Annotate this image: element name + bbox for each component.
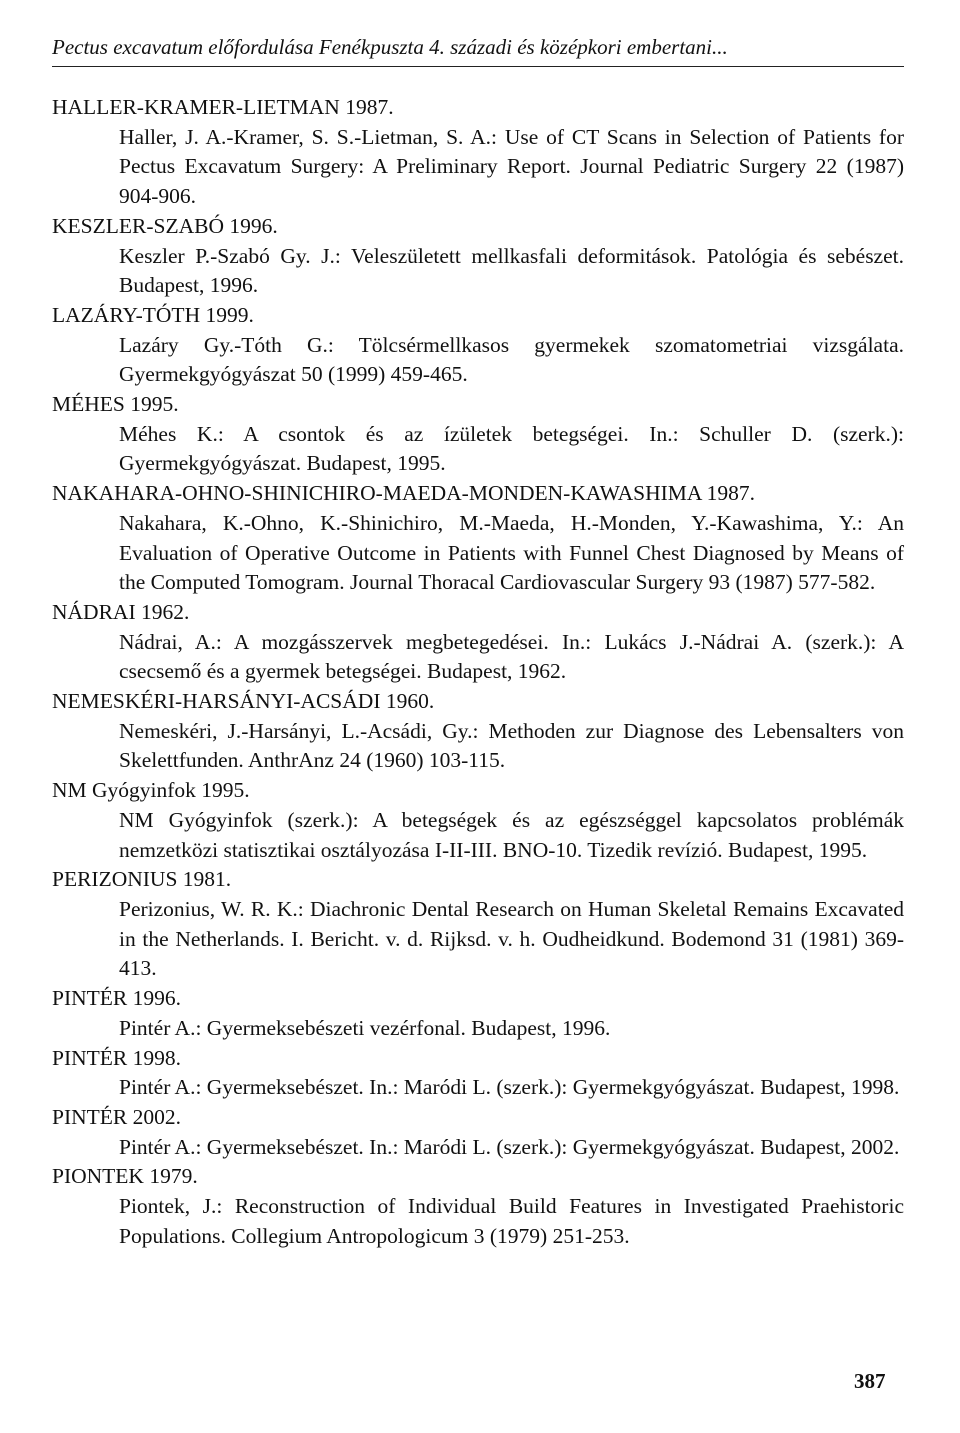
reference-entry (52, 865, 904, 984)
reference-key: KESZLER-SZABÓ 1996. (52, 213, 278, 238)
reference-citation: Perizonius, W. R. K.: Diachronic Dental Research on Human Skeletal Remains Excavated in the Netherlands. I. Bericht. v. d. Rijksd. v. h. Oudheidkund. Bodemond 31 (1981) 369-413. (119, 896, 904, 981)
reference-entry (52, 984, 904, 1043)
reference-entry (52, 212, 904, 301)
reference-entry (52, 301, 904, 390)
reference-entry (52, 93, 904, 212)
reference-key: PIONTEK 1979. (52, 1164, 198, 1189)
reference-entry (52, 479, 904, 598)
reference-key: MÉHES 1995. (52, 392, 179, 417)
reference-list (52, 93, 904, 1251)
reference-key: PINTÉR 1998. (52, 1045, 181, 1070)
reference-key: NAKAHARA-OHNO-SHINICHIRO-MAEDA-MONDEN-KAWASHIMA 1987. (52, 481, 755, 506)
reference-citation: Pintér A.: Gyermeksebészet. In.: Maródi L. (szerk.): Gyermekgyógyászat. Budapest, 2002. (119, 1134, 900, 1159)
page-number: 387 (854, 1369, 886, 1393)
reference-citation: Pintér A.: Gyermeksebészeti vezérfonal. Budapest, 1996. (119, 1015, 611, 1040)
reference-key: PINTÉR 2002. (52, 1104, 181, 1129)
reference-citation: Haller, J. A.-Kramer, S. S.-Lietman, S. A.: Use of CT Scans in Selection of Patients for Pectus Excavatum Surgery: A Preliminary Report. Journal Pediatric Surgery 22 (1987) 904-906. (119, 124, 904, 209)
reference-key: NM Gyógyinfok 1995. (52, 778, 250, 803)
reference-entry (52, 687, 904, 776)
reference-entry (52, 1103, 904, 1162)
reference-citation: Nemeskéri, J.-Harsányi, L.-Acsádi, Gy.: Methoden zur Diagnose des Lebensalters von Skelettfunden. AnthrAnz 24 (1960) 103-115. (119, 718, 904, 773)
reference-entry (52, 598, 904, 687)
reference-citation: Piontek, J.: Reconstruction of Individual Build Features in Investigated Praehistoric Populations. Collegium Antropologicum 3 (1979) 251-253. (119, 1194, 904, 1248)
reference-citation: Pintér A.: Gyermeksebészet. In.: Maródi L. (szerk.): Gyermekgyógyászat. Budapest, 1998. (119, 1075, 900, 1100)
reference-key: NEMESKÉRI-HARSÁNYI-ACSÁDI 1960. (52, 689, 435, 714)
reference-entry (52, 1162, 904, 1251)
reference-citation: Nádrai, A.: A mozgásszervek megbetegedései. In.: Lukács J.-Nádrai A. (szerk.): A csecsemő és a gyermek betegségei. Budapest, 1962. (119, 629, 904, 684)
reference-key: PINTÉR 1996. (52, 986, 181, 1011)
running-title: Pectus excavatum előfordulása Fenékpuszta 4. századi és középkori embertani... (52, 35, 728, 59)
reference-key: PERIZONIUS 1981. (52, 867, 232, 892)
reference-key: HALLER-KRAMER-LIETMAN 1987. (52, 95, 394, 119)
reference-entry (52, 1044, 904, 1103)
reference-citation: Nakahara, K.-Ohno, K.-Shinichiro, M.-Maeda, H.-Monden, Y.-Kawashima, Y.: An Evaluation of Operative Outcome in Patients with Funnel Chest Diagnosed by Means of the Computed Tomogram. Journal Thoracal Cardiovascular Surgery 93 (1987) 577-582. (119, 510, 904, 595)
reference-citation: NM Gyógyinfok (szerk.): A betegségek és az egészséggel kapcsolatos problémák nemzetközi statisztikai osztályozása I-II-III. BNO-10. Tizedik revízió. Budapest, 1995. (119, 807, 904, 862)
reference-key: NÁDRAI 1962. (52, 599, 190, 624)
reference-citation: Lazáry Gy.-Tóth G.: Tölcsérmellkasos gyermekek szomatometriai vizsgálata. Gyermekgyógyászat 50 (1999) 459-465. (119, 332, 904, 387)
reference-citation: Méhes K.: A csontok és az ízületek betegségei. In.: Schuller D. (szerk.): Gyermekgyógyászat. Budapest, 1995. (119, 421, 904, 476)
reference-entry (52, 776, 904, 865)
reference-citation: Keszler P.-Szabó Gy. J.: Veleszületett mellkasfali deformitások. Patológia és sebészet. Budapest, 1996. (119, 243, 904, 298)
header-divider (52, 66, 904, 67)
reference-entry (52, 390, 904, 479)
reference-key: LAZÁRY-TÓTH 1999. (52, 302, 254, 327)
